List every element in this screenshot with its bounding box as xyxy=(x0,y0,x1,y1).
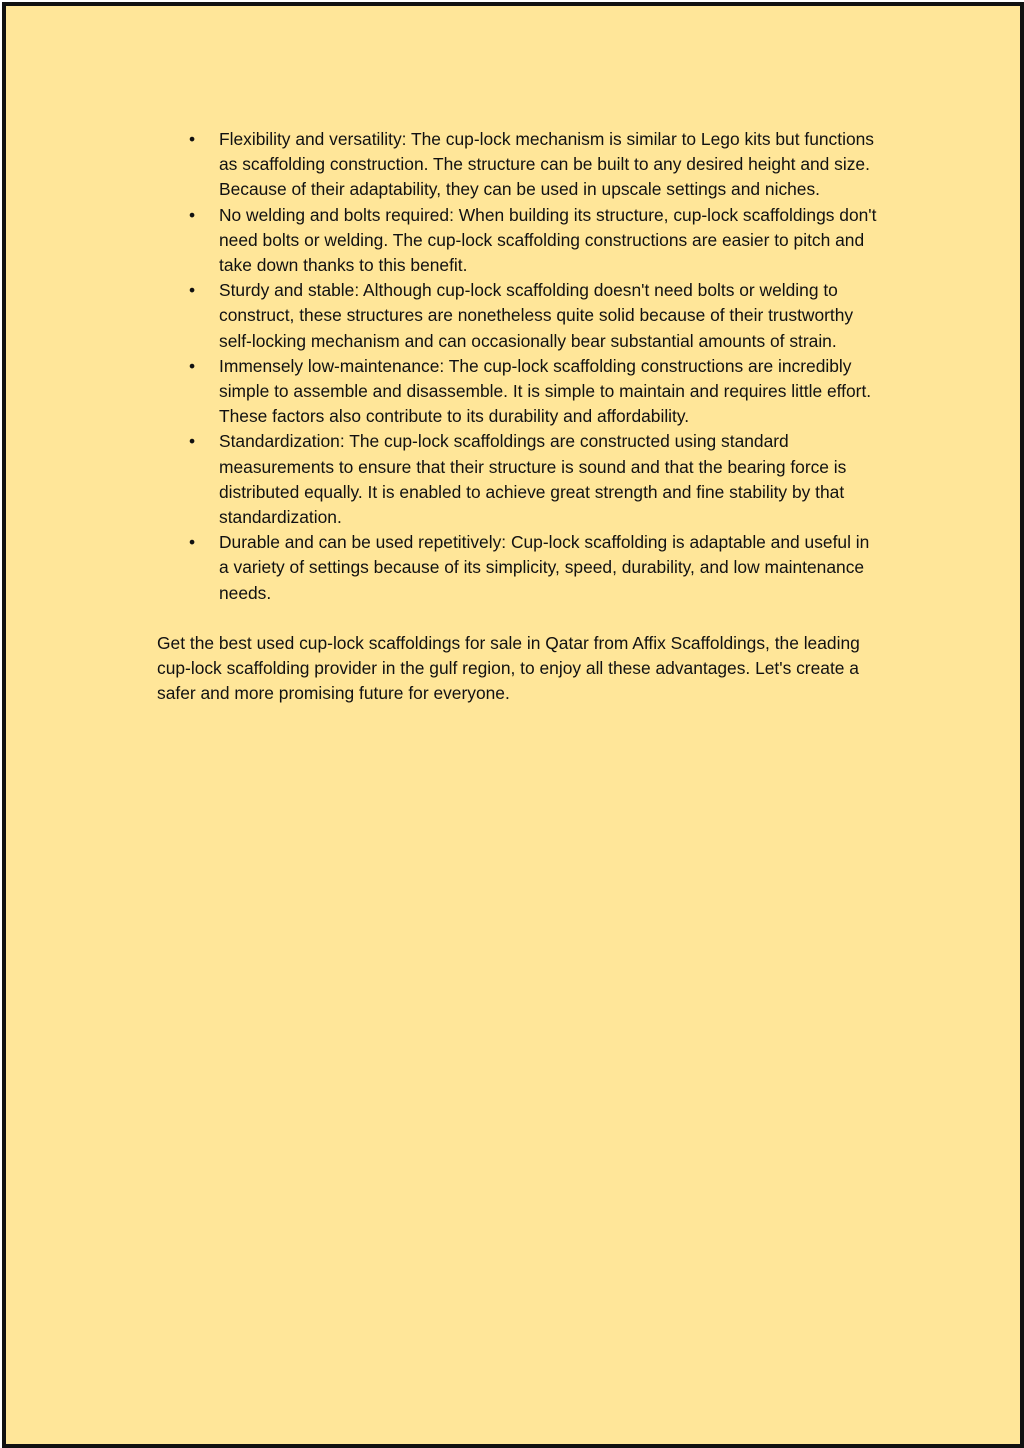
list-item-text: Standardization: The cup-lock scaffoldings are constructed using standard measurements to ensure that their structure is sound and that the bearing force is distributed equally. It is enabled to achieve great strength and fine stability by that standardization. xyxy=(219,431,847,528)
list-item-text: Flexibility and versatility: The cup-lock mechanism is similar to Lego kits but functions as scaffolding construction. The structure can be built to any desired height and size. Because of their adaptability, they can be used in upscale settings and niches. xyxy=(219,129,874,200)
bullet-icon: • xyxy=(188,431,196,452)
list-item-text: Immensely low-maintenance: The cup-lock scaffolding constructions are incredibly simple to assemble and disassemble. It is simple to maintain and requires little effort. These factors also contribute to its durability and affordability. xyxy=(219,355,872,427)
advantages-list xyxy=(157,127,897,606)
list-item xyxy=(157,278,897,354)
list-item xyxy=(157,429,897,530)
closing-paragraph: Get the best used cup-lock scaffoldings for sale in Qatar from Affix Scaffoldings, the leading cup-lock scaffolding provider in the gulf region, to enjoy all these advantages. Let's create a safer and more promising future for everyone. xyxy=(157,632,860,704)
list-item xyxy=(157,354,897,430)
bullet-icon: • xyxy=(188,129,196,149)
bullet-icon: • xyxy=(188,355,196,376)
list-item xyxy=(157,530,897,606)
list-item-text: Durable and can be used repetitively: Cup-lock scaffolding is adaptable and useful in a variety of settings because of its simplicity, speed, durability, and low maintenance needs. xyxy=(219,532,870,603)
list-item-text: No welding and bolts required: When building its structure, cup-lock scaffoldings don't need bolts or welding. The cup-lock scaffolding constructions are easier to pitch and take down thanks to this benefit. xyxy=(219,204,877,276)
list-item-text: Sturdy and stable: Although cup-lock scaffolding doesn't need bolts or welding to construct, these structures are nonetheless quite solid because of their trustworthy self-locking mechanism and can occasionally bear substantial amounts of strain. xyxy=(219,280,854,351)
list-item xyxy=(157,127,897,203)
bullet-icon: • xyxy=(188,280,196,301)
document-body xyxy=(157,127,897,706)
document-page xyxy=(2,2,1024,1448)
bullet-icon: • xyxy=(188,204,196,225)
list-item xyxy=(157,203,897,279)
bullet-icon: • xyxy=(188,532,196,553)
